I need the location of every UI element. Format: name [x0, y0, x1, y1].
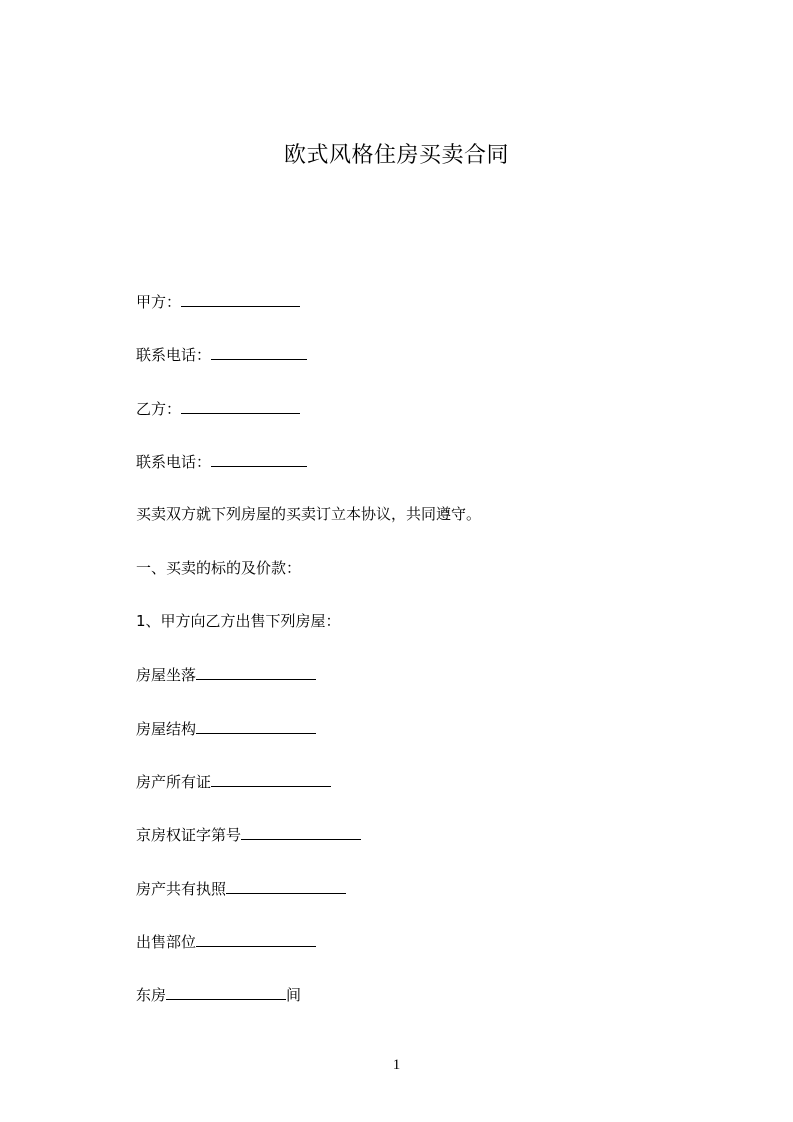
east-room-line	[136, 984, 301, 1005]
ownership-cert-line	[136, 771, 331, 792]
structure-label: 房屋结构	[136, 720, 197, 738]
phone-a-line	[136, 344, 307, 365]
phone-b-line	[136, 451, 307, 472]
structure-blank	[196, 718, 316, 734]
location-label: 房屋坐落	[136, 666, 197, 684]
structure-line	[136, 718, 316, 739]
party-a-blank	[181, 291, 300, 307]
cert-number-line	[136, 824, 361, 845]
cert-number-blank	[241, 824, 361, 840]
intro-paragraph: 买卖双方就下列房屋的买卖订立本协议，共同遵守。	[136, 505, 482, 523]
joint-license-line	[136, 878, 346, 899]
section-1-heading: 一、买卖的标的及价款：	[136, 559, 302, 577]
ownership-cert-blank	[211, 771, 331, 787]
joint-license-label: 房产共有执照	[136, 880, 227, 898]
page-number: 1	[392, 1057, 401, 1073]
joint-license-blank	[226, 878, 346, 894]
cert-number-label: 京房权证字第号	[136, 826, 242, 844]
room-unit-label: 间	[286, 986, 302, 1004]
east-room-label: 东房	[136, 986, 167, 1004]
sale-part-label: 出售部位	[136, 933, 197, 951]
party-a-label: 甲方：	[136, 293, 182, 311]
party-a-line	[136, 291, 300, 312]
party-b-blank	[181, 398, 300, 414]
sale-part-blank	[196, 931, 316, 947]
phone-a-label: 联系电话：	[136, 346, 212, 364]
item-1-text: 1、甲方向乙方出售下列房屋：	[136, 612, 341, 630]
location-line	[136, 664, 316, 685]
phone-b-label: 联系电话：	[136, 453, 212, 471]
phone-a-blank	[211, 344, 307, 360]
document-title: 欧式风格住房买卖合同	[283, 143, 509, 168]
location-blank	[196, 664, 316, 680]
ownership-cert-label: 房产所有证	[136, 773, 212, 791]
east-room-blank	[166, 984, 286, 1000]
sale-part-line	[136, 931, 316, 952]
party-b-label: 乙方：	[136, 400, 182, 418]
party-b-line	[136, 398, 300, 419]
phone-b-blank	[211, 451, 307, 467]
